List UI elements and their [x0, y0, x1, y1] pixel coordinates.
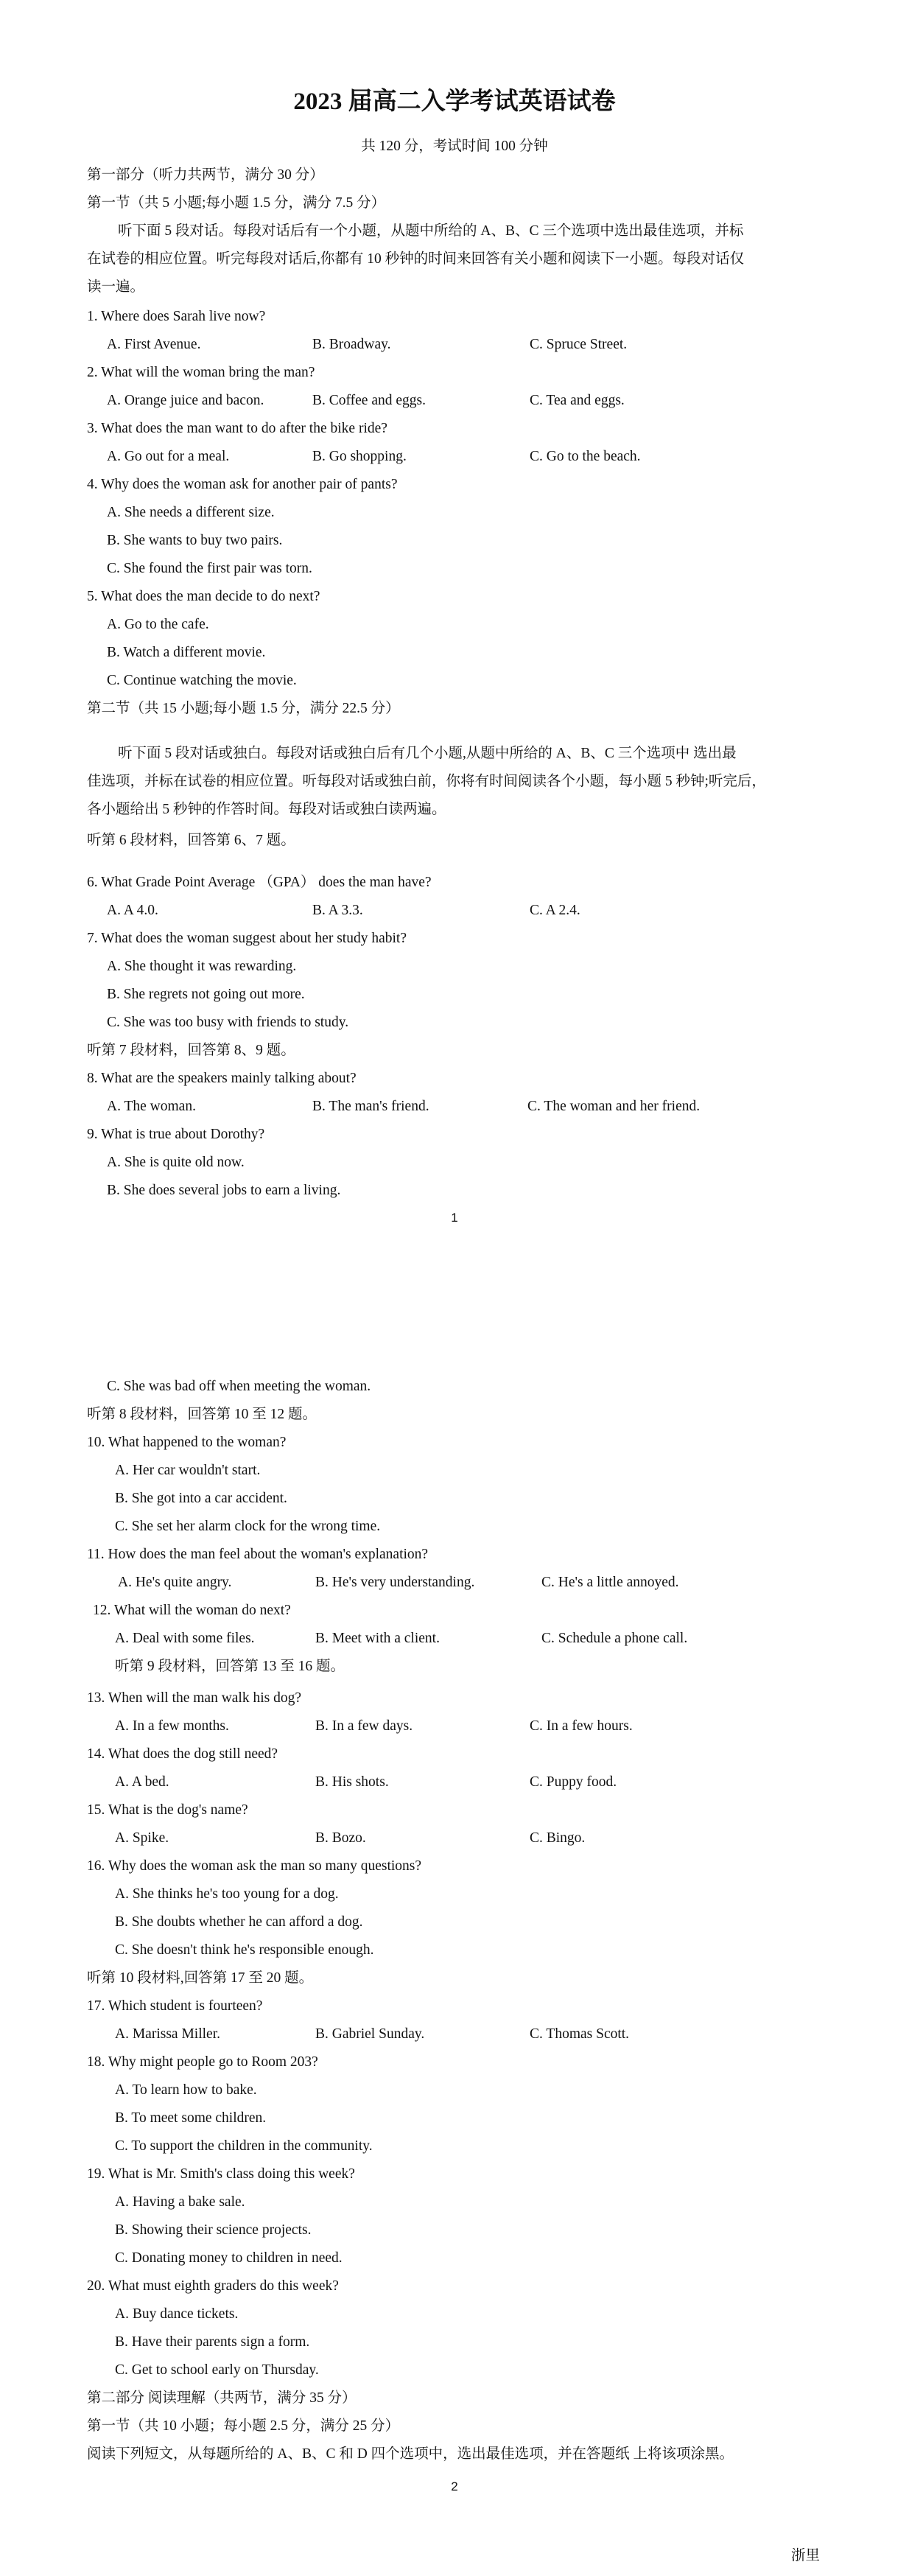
question-stem: 12. What will the woman do next? [93, 1603, 291, 1618]
section1-heading: 第一节（共 5 小题;每小题 1.5 分，满分 7.5 分） [87, 195, 386, 211]
section2-instruction-line: 听下面 5 段对话或独白。每段对话或独白后有几个小题,从题中所给的 A、B、C 三个选项中 选出最 [118, 746, 737, 761]
option-c: C. Donating money to children in need. [115, 2250, 343, 2266]
section1-instruction-line: 在试卷的相应位置。听完每段对话后,你都有 10 秒钟的时间来回答有关小题和阅读下一小题。每段对话仅 [87, 251, 745, 267]
question-stem: 7. What does the woman suggest about her study habit? [87, 931, 407, 946]
question-stem: 6. What Grade Point Average （GPA） does the man have? [87, 875, 432, 890]
question-stem: 17. Which student is fourteen? [87, 1998, 263, 2014]
section2-instruction-line: 佳选项，并标在试卷的相应位置。听每段对话或独白前，你将有时间阅读各个小题，每小题 5 秒钟;听完后， [87, 774, 766, 789]
option-a: A. Having a bake sale. [115, 2194, 245, 2210]
part1-heading: 第一部分（听力共两节，满分 30 分） [87, 167, 324, 183]
option-c: C. Thomas Scott. [530, 2026, 630, 2042]
option-a: A. Deal with some files. [115, 1631, 255, 1646]
option-b: B. A 3.3. [312, 903, 363, 918]
question-stem: 11. How does the man feel about the woman's explanation? [87, 1547, 429, 1562]
option-c: C. She was too busy with friends to study. [107, 1015, 349, 1030]
option-b: B. Showing their science projects. [115, 2222, 312, 2238]
option-a: A. A bed. [115, 1774, 169, 1790]
page-number: 2 [451, 2479, 458, 2493]
option-b: B. In a few days. [315, 1718, 413, 1734]
section2-instruction-line: 各小题给出 5 秒钟的作答时间。每段对话或独白读两遍。 [87, 802, 446, 817]
option-a: A. Buy dance tickets. [115, 2306, 239, 2322]
option-a: A. Go out for a meal. [107, 449, 230, 464]
page-1 [0, 0, 909, 1282]
option-a: A. The woman. [107, 1099, 196, 1114]
question-stem: 16. Why does the woman ask the man so many questions? [87, 1858, 422, 1874]
question-stem: 10. What happened to the woman? [87, 1435, 287, 1450]
part2-section1-heading: 第一节（共 10 小题；每小题 2.5 分，满分 25 分） [87, 2418, 400, 2434]
page-2 [0, 1282, 909, 2576]
option-b: B. Go shopping. [312, 449, 407, 464]
question-stem: 8. What are the speakers mainly talking about? [87, 1071, 357, 1086]
option-a: A. Go to the cafe. [107, 617, 209, 632]
option-b: B. He's very understanding. [315, 1575, 475, 1590]
option-a: A. A 4.0. [107, 903, 158, 918]
option-b: B. Broadway. [312, 337, 391, 352]
page-number: 1 [451, 1211, 458, 1225]
option-c: C. She doesn't think he's responsible enough. [115, 1942, 374, 1958]
option-b: B. His shots. [315, 1774, 389, 1790]
listening-material-note: 听第 7 段材料，回答第 8、9 题。 [87, 1043, 295, 1058]
option-a: A. She thinks he's too young for a dog. [115, 1886, 339, 1902]
option-b: B. Watch a different movie. [107, 645, 266, 660]
option-c: C. To support the children in the community. [115, 2138, 373, 2154]
option-c: C. She set her alarm clock for the wrong time. [115, 1519, 381, 1534]
option-b: B. She does several jobs to earn a living. [107, 1183, 341, 1198]
option-c: C. She found the first pair was torn. [107, 561, 312, 576]
option-a: A. To learn how to bake. [115, 2082, 257, 2098]
option-b: B. Bozo. [315, 1830, 366, 1846]
option-b: B. Coffee and eggs. [312, 393, 426, 408]
option-c: C. A 2.4. [530, 903, 580, 918]
option-b: B. Meet with a client. [315, 1631, 440, 1646]
listening-material-note: 听第 6 段材料，回答第 6、7 题。 [87, 833, 295, 848]
option-b: B. To meet some children. [115, 2110, 267, 2126]
listening-material-note: 听第 8 段材料，回答第 10 至 12 题。 [87, 1407, 317, 1422]
listening-material-note: 听第 10 段材料,回答第 17 至 20 题。 [87, 1970, 314, 1986]
exam-subtitle: 共 120 分，考试时间 100 分钟 [361, 139, 548, 154]
option-b: B. She wants to buy two pairs. [107, 533, 283, 548]
question-stem: 15. What is the dog's name? [87, 1802, 248, 1818]
part2-heading: 第二部分 阅读理解（共两节，满分 35 分） [87, 2390, 357, 2406]
exam-title: 2023 届高二入学考试英语试卷 [293, 88, 616, 115]
question-stem: 3. What does the man want to do after the bike ride? [87, 421, 387, 436]
option-b: B. She doubts whether he can afford a dog. [115, 1914, 363, 1930]
option-c: C. Puppy food. [530, 1774, 617, 1790]
section2-heading: 第二节（共 15 小题;每小题 1.5 分，满分 22.5 分） [87, 701, 400, 716]
option-a: A. He's quite angry. [118, 1575, 232, 1590]
option-a: A. She is quite old now. [107, 1155, 245, 1170]
question-stem: 4. Why does the woman ask for another pair of pants? [87, 477, 398, 492]
section1-instruction-line: 听下面 5 段对话。每段对话后有一个小题，从题中所给的 A、B、C 三个选项中选出最佳选项，并标 [118, 223, 744, 239]
question-stem: 2. What will the woman bring the man? [87, 365, 315, 380]
option-c: C. Tea and eggs. [530, 393, 625, 408]
option-c: C. She was bad off when meeting the woman. [107, 1379, 371, 1394]
option-a: A. She needs a different size. [107, 505, 275, 520]
option-c: C. He's a little annoyed. [541, 1575, 679, 1590]
option-b: B. The man's friend. [312, 1099, 429, 1114]
option-b: B. Gabriel Sunday. [315, 2026, 425, 2042]
option-c: C. Spruce Street. [530, 337, 628, 352]
option-a: A. Her car wouldn't start. [115, 1463, 261, 1478]
option-c: C. Continue watching the movie. [107, 673, 297, 688]
option-a: A. Orange juice and bacon. [107, 393, 264, 408]
question-stem: 14. What does the dog still need? [87, 1746, 278, 1762]
question-stem: 19. What is Mr. Smith's class doing this week? [87, 2166, 355, 2182]
option-a: A. First Avenue. [107, 337, 201, 352]
option-b: B. She regrets not going out more. [107, 987, 305, 1002]
question-stem: 18. Why might people go to Room 203? [87, 2054, 318, 2070]
option-c: C. Schedule a phone call. [541, 1631, 688, 1646]
option-c: C. Go to the beach. [530, 449, 641, 464]
question-stem: 1. Where does Sarah live now? [87, 309, 266, 324]
option-c: C. The woman and her friend. [527, 1099, 701, 1114]
question-stem: 20. What must eighth graders do this week? [87, 2278, 339, 2294]
question-stem: 9. What is true about Dorothy? [87, 1127, 265, 1142]
question-stem: 13. When will the man walk his dog? [87, 1690, 302, 1706]
corner-watermark-text: 浙里 [791, 2548, 821, 2563]
option-a: A. In a few months. [115, 1718, 229, 1734]
option-b: B. She got into a car accident. [115, 1491, 287, 1506]
section1-instruction-line: 读一遍。 [87, 279, 145, 295]
option-b: B. Have their parents sign a form. [115, 2334, 310, 2350]
option-c: C. Bingo. [530, 1830, 586, 1846]
option-c: C. In a few hours. [530, 1718, 633, 1734]
option-a: A. She thought it was rewarding. [107, 959, 297, 974]
part2-instruction: 阅读下列短文，从每题所给的 A、B、C 和 D 四个选项中，选出最佳选项，并在答题纸 上将该项涂黑。 [87, 2446, 734, 2462]
option-a: A. Marissa Miller. [115, 2026, 220, 2042]
option-a: A. Spike. [115, 1830, 169, 1846]
question-stem: 5. What does the man decide to do next? [87, 589, 320, 604]
listening-material-note: 听第 9 段材料，回答第 13 至 16 题。 [115, 1659, 345, 1674]
option-c: C. Get to school early on Thursday. [115, 2362, 319, 2378]
